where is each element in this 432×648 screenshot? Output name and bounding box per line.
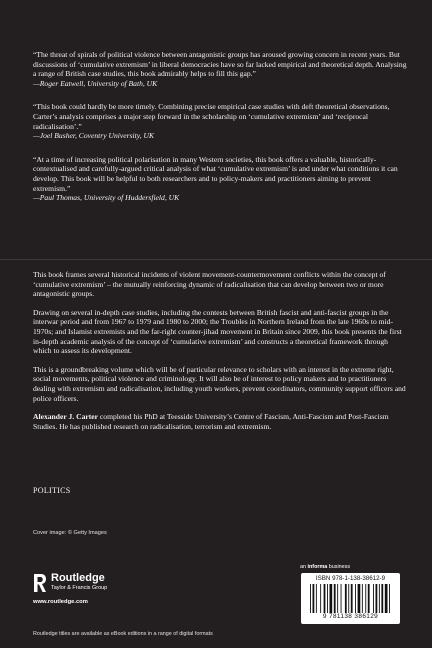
publisher-logo: [33, 571, 143, 601]
endorsement-attribution: —Joel Busher, Coventry University, UK: [33, 131, 155, 141]
endorsement-attribution: —Paul Thomas, University of Huddersfield, UK: [33, 193, 180, 203]
barcode-bar: [355, 584, 356, 613]
description-paragraph: This is a groundbreaking volume which will be of particular relevance to scholars with an interest in the extreme right, social movements, political violence and criminology. It will also be of interest to policy makers and to practitioners dealing with extremism and radicalisation, including youth workers, prevent coordinators, community support officers and police officers.: [33, 364, 406, 403]
endorsement: [33, 155, 407, 203]
publisher-group: Taylor & Francis Group: [51, 585, 108, 591]
barcode-digits: 9 781138 386129: [322, 613, 379, 620]
endorsements: [33, 50, 407, 217]
barcode-bar: [381, 584, 383, 613]
barcode-bar: [362, 584, 363, 613]
barcode-bar: [385, 584, 388, 613]
author-bio: [33, 412, 407, 431]
routledge-r-icon: [33, 573, 47, 593]
barcode-bar: [373, 584, 374, 613]
isbn-barcode: [301, 573, 400, 624]
informa-suffix: business: [327, 564, 351, 570]
barcode-bar: [324, 584, 326, 613]
barcode-bar: [330, 584, 333, 613]
barcode-bar: [334, 584, 336, 613]
informa-brand: informa: [307, 564, 328, 570]
barcode-bar: [389, 584, 390, 613]
isbn-number: ISBN 978-1-138-38612-9: [315, 575, 386, 582]
barcode-bar: [379, 584, 380, 613]
ebook-availability-note: Routledge titles are available as eBook editions in a range of digital formats: [33, 631, 213, 637]
publisher-name: Routledge: [51, 572, 105, 584]
barcode-bar: [376, 584, 378, 613]
publisher-website[interactable]: www.routledge.com: [33, 599, 88, 605]
description-paragraph: Drawing on several in-depth case studies, including the contests between British fascist and anti-fascist groups in the interwar period and from 1967 to 1979 and 1980 to 2000; the Troubles in Northern Ireland from the late 1960s to mid-1970s; and Islamist extremists and the far-right counter-jihad movement in Britain since 2009, this book presents the first in-depth academic analysis of the concept of ‘cumulative extremism’ and constructs a theoretical framework through which to assess its development.: [33, 307, 402, 356]
barcode-bar: [316, 584, 317, 613]
barcode-bar: [365, 584, 366, 613]
barcode-bar: [348, 584, 349, 613]
description-paragraph: This book frames several historical incidents of violent movement-countermovement conflicts within the concept of ‘cumulative extremism’ – the mutually reinforcing dynamic of radicalisation that can develop between two or more antagonistic groups.: [33, 270, 386, 299]
endorsement: [33, 50, 407, 88]
endorsement-text: “The threat of spirals of political violence between antagonistic groups has aroused growing concern in recent years. But discussions of ‘cumulative extremism’ in liberal democracies have so far lacked empirical and theoretical depth. Analysing a range of British case studies, this book admirably helps to fill this gap.”: [33, 50, 407, 79]
barcode-bar: [351, 584, 353, 613]
endorsement: [33, 102, 407, 140]
barcode-bars: [310, 584, 391, 613]
cover-image-credit: Cover image: © Getty Images: [33, 530, 107, 536]
author-name: Alexander J. Carter: [33, 412, 99, 422]
barcode-bar: [368, 584, 370, 613]
author-bio-text: completed his PhD at Teesside University’s Centre of Fascism, Anti-Fascism and Post-Fascism Studies. He has published research on radicalisation, terrorism and extremism.: [33, 412, 389, 431]
endorsement-attribution: —Roger Eatwell, University of Bath, UK: [33, 78, 158, 88]
barcode-bar: [345, 584, 347, 613]
barcode-bar: [341, 584, 342, 613]
informa-business-tag: [300, 564, 350, 570]
subject-category: POLITICS: [33, 486, 71, 495]
barcode-bar: [327, 584, 328, 613]
section-divider: [0, 259, 432, 260]
barcode-bar: [358, 584, 361, 613]
barcode-bar: [320, 584, 321, 613]
barcode-bar: [313, 584, 315, 613]
endorsement-text: “At a time of increasing political polarisation in many Western societies, this book offers a valuable, historically-contextualised and carefully-argued critical analysis of what ‘cumulative extremism’ is and under what conditions it can develop. This book will be helpful to both researchers and to policy-makers and practitioners aiming to prevent extremism.”: [33, 154, 398, 193]
book-description: [33, 270, 407, 440]
barcode-bar: [310, 584, 311, 613]
barcode-bar: [337, 584, 338, 613]
informa-prefix: an: [300, 564, 308, 570]
endorsement-text: “This book could hardly be more timely. Combining precise empirical case studies with deft theoretical observations, Carter’s analysis comprises a major step forward in the scholarship on ‘cumulative extremism’ and ‘reciprocal radicalisation’.”: [33, 102, 390, 131]
